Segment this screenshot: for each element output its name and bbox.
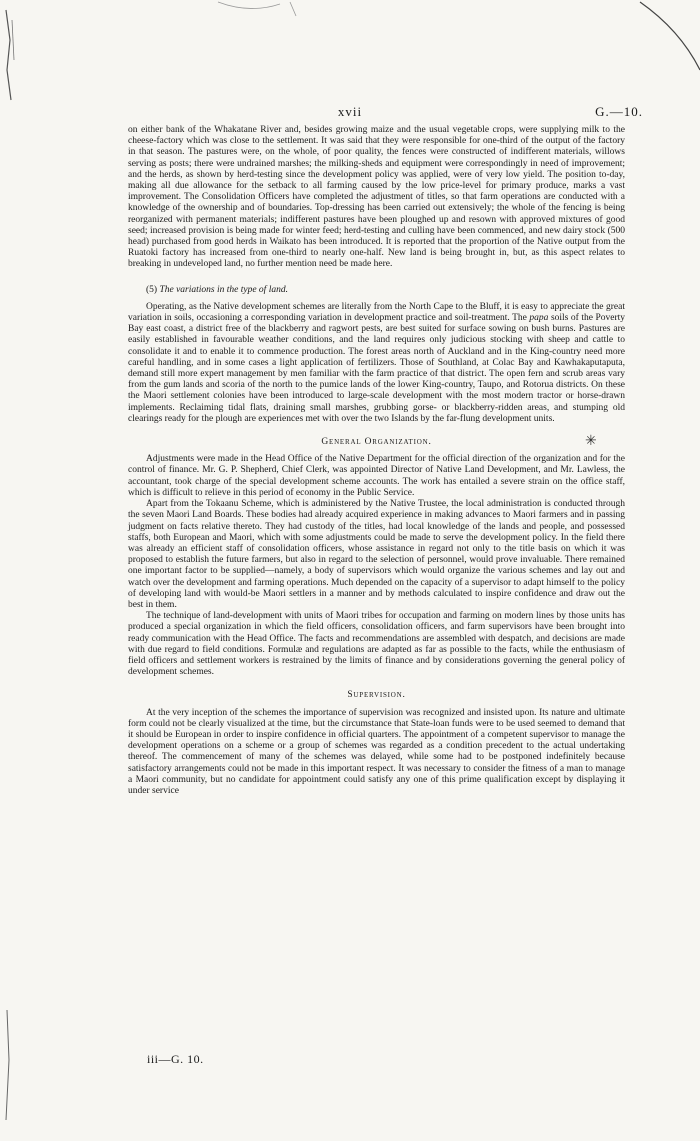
page-signature: iii—G. 10. (147, 1052, 204, 1066)
subsection-title: The variations in the type of land. (159, 284, 288, 295)
pen-asterisk-mark: ✳ (585, 434, 597, 449)
text-run-italic: papa (529, 313, 549, 324)
section-heading-supervision: Supervision. (347, 690, 406, 701)
paragraph-land-variation (128, 302, 625, 425)
text-run: Operating, as the Native development schemes are literally from the North Cape to the Bluff, it is easy to appreciate the great variation in soils, occasioning a corresponding variation in development practice and soil-treatment. The (128, 301, 625, 324)
section-heading-general-organization: General Organization. (321, 437, 432, 448)
paragraph-ruatoki: on either bank of the Whakatane River and, besides growing maize and the usual vegetable crops, were supplying milk to the cheese-factory which was close to the settlement. It was said that they were responsible for one-third of the output of the factory in that season. The pastures were, on the whole, of poor quality, the fences were constructed of indifferent materials, willows serving as posts; there were undrained marshes; the milking-sheds and equipment were correspondingly in need of improvement; and the herds, as shown by herd-testing since the development policy was applied, were of very low yield. The position to-day, making all due allowance for the setback to all farming caused by the low price-level for primary produce, marks a vast improvement. The Consolidation Officers have completed the adjustment of titles, so that farm operations are conducted with a knowledge of the ownership and of boundaries. Top-dressing has been carried out extensively; the whole of the fencing is being reorganized with permanent materials; indifferent pastures have been ploughed up and resown with approved mixtures of good seed; increased provision is being made for winter feed; herd-testing and culling have been commenced, and new dairy stock (500 head) purchased from good herds in Waikato has been introduced. It is reported that the proportion of the Native output from the Ruatoki factory has increased from one-third to nearly one-half. New land is being brought in, but, as this aspect relates to breaking in undeveloped land, no further mention need be made here. (128, 125, 625, 270)
paragraph-supervision: At the very inception of the schemes the importance of supervision was recognized and insisted upon. Its nature and ultimate form could not be clearly visualized at the time, but the circumstance that State-loan funds were to be used seemed to demand that it should be European in order to inspire confidence in official quarters. The appointment of a competent supervisor to manage the development operations on a scheme or a group of schemes was regarded as a condition precedent to the actual undertaking thereof. The commencement of many of the schemes was delayed, while some had to be postponed indefinitely because satisfactory arrangements could not be made in this important respect. It was necessary to consider the fitness of a man to manage a Maori community, but no candidate for appointment could satisfy any one of this prime qualification except by displaying it under service (128, 707, 625, 796)
report-reference: G.—10. (595, 104, 643, 119)
scan-edge-marks (0, 1000, 20, 1141)
document-body (128, 125, 625, 797)
subsection-number: (5) (146, 284, 160, 295)
paragraph-head-office: Adjustments were made in the Head Office of the Native Department for the official direction of the organization and for the control of finance. Mr. G. P. Shepherd, Chief Clerk, was appointed Director of Native Land Development, and Mr. Lawless, the accountant, took charge of the special development scheme accounts. The work has entailed a severe strain on the office staff, which is difficult to relieve in this period of economy in the Public Service. (128, 454, 625, 498)
subsection-heading (128, 285, 625, 296)
paragraph-local-administration: Apart from the Tokaanu Scheme, which is administered by the Native Trustee, the local administration is conducted through the seven Maori Land Boards. These bodies had already acquired experience in making advances to Maori farmers and in passing judgment on facts relative thereto. They had custody of the titles, had local knowledge of the lands and people, and possessed staffs, both European and Maori, which with some adjustments could be made to serve the development policy. In the field there was already an efficient staff of consolidation officers, whose assistance in regard not only to the title basis on which it was proposed to establish the future farmers, but also in regard to the selection of personnel, would prove invaluable. There remained one important factor to be supplied—namely, a body of supervisors which would organize the various schemes and lay out and watch over the development and farming operations. Much depended on the capacity of a supervisor to adapt himself to the policy of developing land with would-be Maori settlers in a manner and by methods calculated to inspire confidence and draw out the best in them. (128, 499, 625, 610)
scan-binding-marks (0, 0, 700, 110)
paragraph-technique: The technique of land-development with units of Maori tribes for occupation and farming on modern lines by those units has produced a special organization in which the field officers, consolidation officers, and farm supervisors have been brought into ready communication with the Head Office. The facts and recommendations are assembled with despatch, and decisions are made with due regard to field conditions. Formulæ and regulations are adapted as far as possible to the facts, while the enthusiasm of field officers and settlement workers is restrained by the limits of finance and by considerations governing the general policy of development schemes. (128, 611, 625, 678)
text-run: soils of the Poverty Bay east coast, a district free of the blackberry and ragwort pests, are best suited for surface sowing on bush burns. Pastures are easily established in favourable weather conditions, and the land requires only judicious stocking with sheep and cattle to consolidate it and to enable it to commence production. The forest areas north of Auckland and in the King-country need more careful handling, and in some cases a light application of fertilizers. Those of Southland, at Colac Bay and Kawhakaputaputa, demand still more expert management by men familiar with the farm practice of that district. The open fern and scrub areas vary from the gum lands and scoria of the north to the pumice lands of the lower King-country, Taupo, and Rotorua districts. On these the Maori settlement colonies have been introduced to large-scale development with the most modern tractor or horse-drawn implements. Reclaiming tidal flats, draining small marshes, grubbing gorse- or blackberry-ridden areas, and stumping old clearings ready for the plough are experiences met with over the two Islands by the far-flung development units. (128, 313, 626, 424)
page-number: xvii (337, 104, 363, 119)
